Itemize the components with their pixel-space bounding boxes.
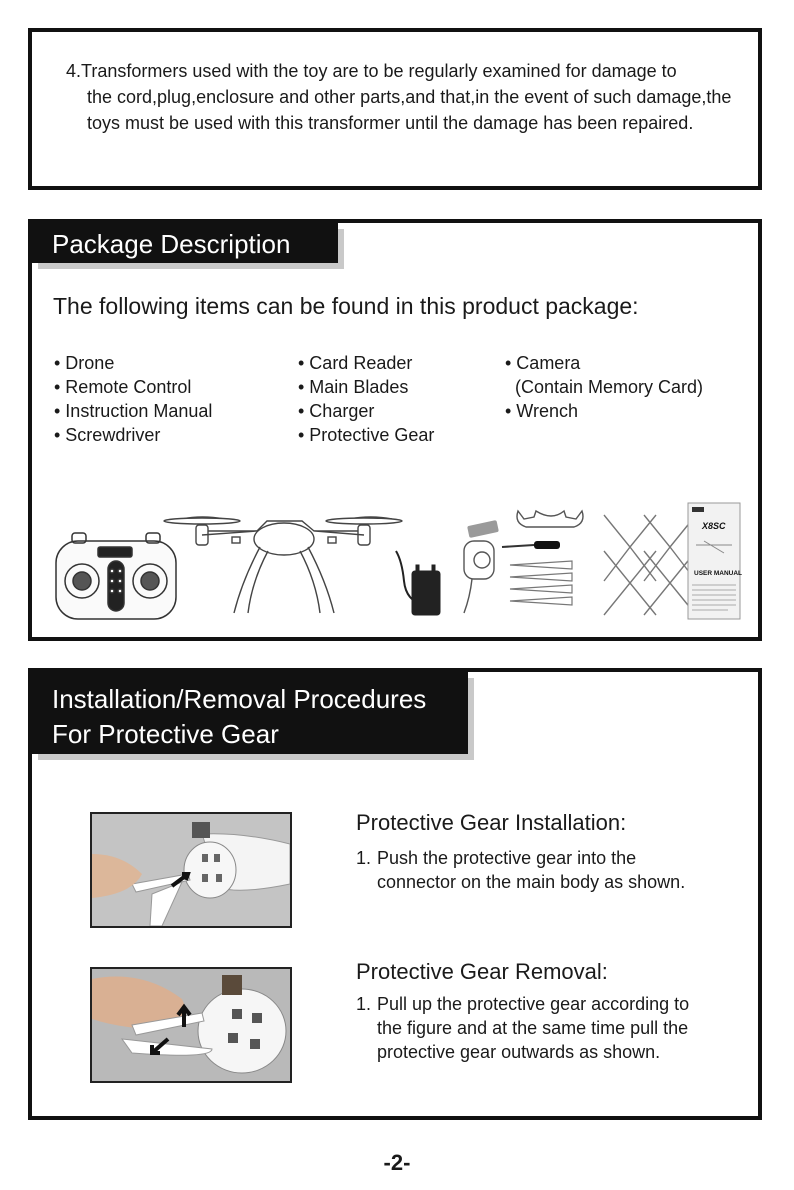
notice-rest: the cord,plug,enclosure and other parts,and that,in the event of such damage,the toys must be used with this transformer until the damage has been repaired. [87, 87, 732, 133]
screwdriver-icon [502, 541, 560, 549]
removal-title: Protective Gear Removal: [356, 959, 608, 984]
package-list-col1 [54, 351, 212, 447]
package-heading-tab [32, 223, 338, 263]
installation-step-number: 1. [356, 848, 372, 868]
drone-icon [164, 517, 402, 613]
transformer-notice-box [28, 28, 762, 190]
list-item: • Protective Gear [298, 425, 435, 445]
package-list-col3 [505, 351, 703, 423]
notice-number: 4. [66, 61, 82, 81]
procedures-heading-line1: Installation/Removal Procedures [52, 684, 427, 714]
procedures-box [28, 668, 762, 1120]
list-item: • Wrench [505, 401, 578, 421]
installation-step [356, 846, 716, 894]
camera-icon [464, 541, 494, 613]
list-item: • Screwdriver [54, 425, 161, 445]
package-list-col2 [298, 351, 434, 447]
remote-control-icon [56, 533, 176, 619]
list-item: • Instruction Manual [54, 401, 213, 421]
removal-step-number: 1. [356, 994, 372, 1014]
procedures-heading-tab [32, 672, 468, 754]
list-item: • Card Reader [298, 353, 413, 373]
removal-photo [90, 967, 292, 1083]
package-description-box [28, 219, 762, 641]
instruction-manual-icon [688, 503, 742, 619]
removal-step [356, 992, 716, 1064]
package-contents-illustration [52, 501, 742, 621]
list-item: • Drone [54, 353, 115, 373]
charger-icon [396, 551, 440, 615]
list-item: (Contain Memory Card) [505, 377, 704, 397]
manual-label: USER MANUAL [694, 570, 742, 577]
removal-step-text: Pull up the protective gear according to the figure and at the same time pull the protective gear outwards as shown. [377, 994, 690, 1062]
notice-first-line: Transformers used with the toy are to be regularly examined for damage to [81, 61, 677, 81]
manual-model: X8SC [702, 521, 726, 531]
package-intro: The following items can be found in this product package: [53, 293, 639, 319]
transformer-notice [66, 58, 746, 136]
list-item: • Remote Control [54, 377, 192, 397]
main-blades-icon [510, 561, 572, 605]
package-heading: Package Description [52, 229, 291, 259]
card-reader-icon [467, 520, 499, 538]
procedures-heading-line2: For Protective Gear [52, 719, 279, 749]
list-item: • Main Blades [298, 377, 409, 397]
wrench-icon [517, 511, 583, 527]
installation-title: Protective Gear Installation: [356, 810, 627, 835]
list-item: • Charger [298, 401, 375, 421]
installation-step-text: Push the protective gear into the connector on the main body as shown. [377, 848, 686, 892]
protective-gear-icon [604, 515, 696, 615]
page-number: -2- [383, 1150, 411, 1175]
installation-photo [90, 812, 292, 928]
list-item: • Camera [505, 353, 581, 373]
